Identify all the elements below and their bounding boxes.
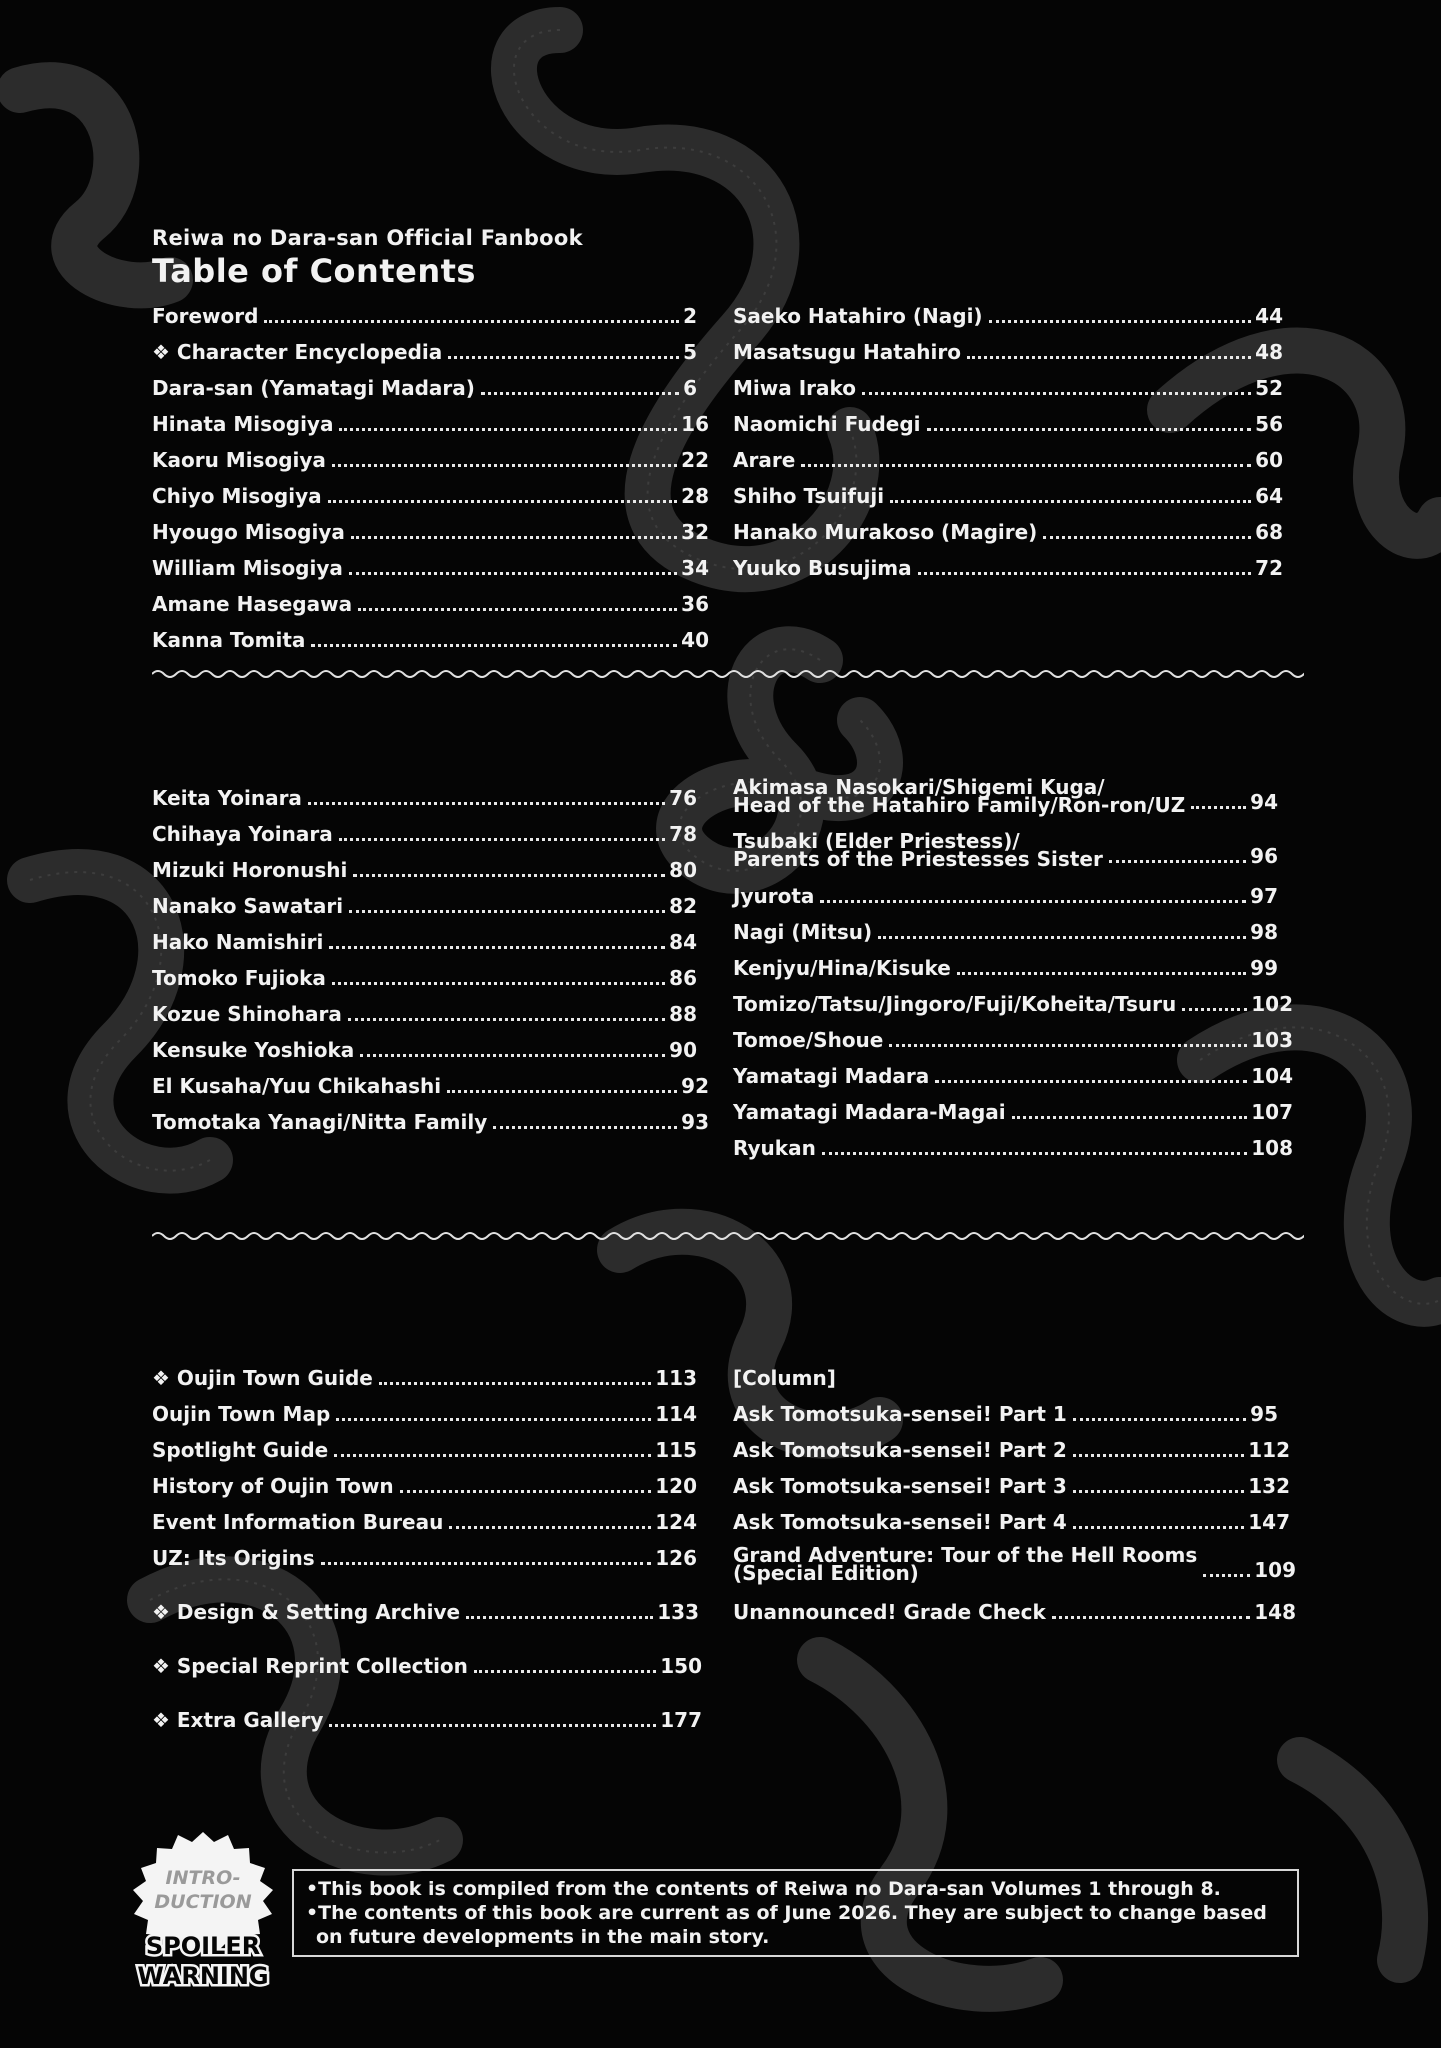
entry-label: William Misogiya xyxy=(152,556,343,580)
toc-entry[interactable] xyxy=(733,304,1283,328)
leader-dots xyxy=(351,536,677,539)
leader-dots xyxy=(989,320,1252,323)
entry-label: Oujin Town Map xyxy=(152,1402,331,1426)
leader-dots xyxy=(321,1562,652,1565)
entry-label-line: Grand Adventure: Tour of the Hell Rooms xyxy=(733,1543,1198,1567)
leader-dots xyxy=(1052,1616,1251,1619)
leader-dots xyxy=(1073,1526,1244,1529)
toc-entry[interactable] xyxy=(733,1474,1290,1498)
entry-page: 108 xyxy=(1251,1136,1293,1160)
toc-entry[interactable] xyxy=(733,1543,1296,1585)
entry-label-line: Akimasa Nasokari/Shigemi Kuga/ xyxy=(733,775,1105,799)
leader-dots xyxy=(360,1054,665,1057)
leader-dots xyxy=(862,392,1251,395)
entry-label: Yamatagi Madara-Magai xyxy=(733,1100,1006,1124)
entry-label: Shiho Tsuifuji xyxy=(733,484,885,508)
entry-page: 34 xyxy=(681,556,709,580)
toc-entry[interactable] xyxy=(152,1074,709,1098)
entry-label-line: Tsubaki (Elder Priestess)/ xyxy=(733,829,1020,853)
entry-label: Kozue Shinohara xyxy=(152,1002,342,1026)
entry-page: 120 xyxy=(655,1474,697,1498)
leader-dots xyxy=(474,1670,656,1673)
entry-label: Masatsugu Hatahiro xyxy=(733,340,962,364)
entry-page: 148 xyxy=(1254,1600,1296,1624)
entry-label: Saeko Hatahiro (Nagi) xyxy=(733,304,983,328)
toc-entry[interactable] xyxy=(733,1600,1296,1624)
entry-page: 96 xyxy=(1250,844,1278,868)
toc-entry[interactable] xyxy=(733,1064,1293,1088)
toc-entry[interactable] xyxy=(733,1402,1278,1426)
toc-entry[interactable] xyxy=(152,340,697,364)
notice-line: •The contents of this book are current as of June 2026. They are subject to change based xyxy=(306,1902,1267,1924)
toc-entry[interactable] xyxy=(733,340,1283,364)
wavy-divider xyxy=(152,1228,1304,1244)
leader-dots xyxy=(967,356,1251,359)
leader-dots xyxy=(353,874,665,877)
leader-dots xyxy=(1191,806,1246,809)
entry-label: Yamatagi Madara xyxy=(733,1064,930,1088)
entry-page: 6 xyxy=(683,376,697,400)
entry-label: ❖ Extra Gallery xyxy=(152,1708,324,1732)
entry-page: 5 xyxy=(683,340,697,364)
entry-label: Spotlight Guide xyxy=(152,1438,329,1462)
leader-dots xyxy=(264,320,679,323)
entry-label: Tomizo/Tatsu/Jingoro/Fuji/Koheita/Tsuru xyxy=(733,992,1177,1016)
toc-entry[interactable] xyxy=(152,412,709,436)
entry-label: UZ: Its Origins xyxy=(152,1546,315,1570)
entry-page: 104 xyxy=(1251,1064,1293,1088)
entry-label: Hanako Murakoso (Magire) xyxy=(733,520,1038,544)
entry-page: 36 xyxy=(681,592,709,616)
entry-page: 133 xyxy=(657,1600,699,1624)
toc-entry[interactable] xyxy=(733,884,1278,908)
leader-dots xyxy=(493,1126,677,1129)
leader-dots xyxy=(1073,1418,1246,1421)
toc-entry[interactable] xyxy=(733,956,1278,980)
entry-label-line: (Special Edition) xyxy=(733,1561,919,1585)
toc-entry[interactable] xyxy=(733,520,1283,544)
entry-page: 44 xyxy=(1255,304,1283,328)
entry-label: Dara-san (Yamatagi Madara) xyxy=(152,376,475,400)
toc-entry[interactable] xyxy=(733,448,1283,472)
entry-page: 82 xyxy=(669,894,697,918)
entry-page: 115 xyxy=(655,1438,697,1462)
leader-dots xyxy=(801,464,1251,467)
spoiler-warning-badge xyxy=(128,1826,278,1996)
leader-dots xyxy=(339,838,665,841)
entry-page: 150 xyxy=(660,1654,702,1678)
leader-dots xyxy=(878,936,1246,939)
entry-label: Foreword xyxy=(152,304,259,328)
entry-page: 22 xyxy=(681,448,709,472)
entry-page: 177 xyxy=(660,1708,702,1732)
entry-page: 95 xyxy=(1250,1402,1278,1426)
toc-entry[interactable] xyxy=(733,484,1283,508)
entry-label: History of Oujin Town xyxy=(152,1474,394,1498)
book-subtitle: Reiwa no Dara-san Official Fanbook xyxy=(152,226,583,250)
toc-entry[interactable] xyxy=(152,592,709,616)
entry-page: 68 xyxy=(1255,520,1283,544)
toc-entry[interactable] xyxy=(152,1038,697,1062)
toc-entry[interactable] xyxy=(733,1510,1290,1534)
leader-dots xyxy=(822,1152,1247,1155)
badge-warning-text: WARNING xyxy=(137,1962,269,1990)
leader-dots xyxy=(332,982,665,985)
leader-dots xyxy=(379,1382,651,1385)
entry-label: Arare xyxy=(733,448,796,472)
entry-page: 99 xyxy=(1250,956,1278,980)
entry-page: 112 xyxy=(1248,1438,1290,1462)
leader-dots xyxy=(447,1090,677,1093)
entry-label: Ask Tomotsuka-sensei! Part 1 xyxy=(733,1402,1067,1426)
entry-page: 90 xyxy=(669,1038,697,1062)
leader-dots xyxy=(481,392,679,395)
toc-entry[interactable] xyxy=(152,448,709,472)
entry-page: 64 xyxy=(1255,484,1283,508)
leader-dots xyxy=(889,1044,1247,1047)
toc-entry[interactable] xyxy=(152,1110,709,1134)
entry-label: Unannounced! Grade Check xyxy=(733,1600,1046,1624)
entry-page: 124 xyxy=(655,1510,697,1534)
toc-entry[interactable] xyxy=(152,786,697,810)
leader-dots xyxy=(448,356,679,359)
toc-entry[interactable] xyxy=(733,1438,1290,1462)
toc-entry[interactable] xyxy=(152,1002,697,1026)
leader-dots xyxy=(890,500,1251,503)
toc-entry[interactable] xyxy=(152,376,697,400)
entry-label: ❖ Oujin Town Guide xyxy=(152,1366,373,1390)
entry-label: Chihaya Yoinara xyxy=(152,822,333,846)
entry-page: 76 xyxy=(669,786,697,810)
toc-entry[interactable] xyxy=(733,376,1283,400)
entry-page: 93 xyxy=(681,1110,709,1134)
toc-entry[interactable] xyxy=(152,484,709,508)
toc-entry[interactable] xyxy=(152,1654,702,1678)
badge-duction-text: DUCTION xyxy=(154,1891,252,1913)
toc-entry[interactable] xyxy=(733,829,1278,871)
toc-entry[interactable] xyxy=(733,1028,1293,1052)
toc-entry[interactable] xyxy=(152,1402,697,1426)
toc-entry[interactable] xyxy=(733,1136,1293,1160)
leader-dots xyxy=(329,1724,656,1727)
entry-page: 28 xyxy=(681,484,709,508)
entry-label: Chiyo Misogiya xyxy=(152,484,322,508)
entry-label: Ask Tomotsuka-sensei! Part 2 xyxy=(733,1438,1067,1462)
entry-label: Hako Namishiri xyxy=(152,930,324,954)
entry-page: 126 xyxy=(655,1546,697,1570)
entry-label: Ask Tomotsuka-sensei! Part 4 xyxy=(733,1510,1067,1534)
entry-label: El Kusaha/Yuu Chikahashi xyxy=(152,1074,442,1098)
entry-page: 109 xyxy=(1254,1558,1296,1582)
entry-page: 52 xyxy=(1255,376,1283,400)
entry-label: ❖ Special Reprint Collection xyxy=(152,1654,468,1678)
entry-label: Kaoru Misogiya xyxy=(152,448,326,472)
entry-label: Miwa Irako xyxy=(733,376,856,400)
badge-spoiler-text: SPOILER xyxy=(145,1932,261,1960)
leader-dots xyxy=(339,428,677,431)
page-title: Table of Contents xyxy=(152,252,476,290)
entry-label: ❖ Character Encyclopedia xyxy=(152,340,443,364)
entry-label: Kensuke Yoshioka xyxy=(152,1038,355,1062)
entry-label: Ryukan xyxy=(733,1136,816,1160)
entry-label: Mizuki Horonushi xyxy=(152,858,348,882)
leader-dots xyxy=(336,1418,651,1421)
toc-entry[interactable] xyxy=(152,628,709,652)
toc-entry[interactable] xyxy=(152,822,697,846)
toc-entry[interactable] xyxy=(733,775,1278,817)
toc-entry[interactable] xyxy=(733,920,1278,944)
entry-label: Kanna Tomita xyxy=(152,628,306,652)
leader-dots xyxy=(1203,1574,1250,1577)
toc-entry[interactable] xyxy=(152,304,697,328)
leader-dots xyxy=(329,946,665,949)
entry-label: Ask Tomotsuka-sensei! Part 3 xyxy=(733,1474,1067,1498)
entry-label: Jyurota xyxy=(733,884,815,908)
entry-page: 94 xyxy=(1250,790,1278,814)
notice-line: •This book is compiled from the contents of Reiwa no Dara-san Volumes 1 through 8. xyxy=(306,1878,1221,1900)
entry-label: Nagi (Mitsu) xyxy=(733,920,873,944)
entry-page: 97 xyxy=(1250,884,1278,908)
entry-page: 16 xyxy=(681,412,709,436)
toc-entry[interactable] xyxy=(152,1510,697,1534)
leader-dots xyxy=(449,1526,651,1529)
leader-dots xyxy=(400,1490,652,1493)
toc-entry[interactable] xyxy=(152,894,697,918)
entry-label: Tomoko Fujioka xyxy=(152,966,326,990)
entry-label-multiline xyxy=(733,829,1103,871)
toc-entry[interactable] xyxy=(152,966,697,990)
entry-label: Tomoe/Shoue xyxy=(733,1028,884,1052)
entry-label: Event Information Bureau xyxy=(152,1510,444,1534)
leader-dots xyxy=(349,910,665,913)
toc-entry[interactable] xyxy=(152,1366,697,1390)
leader-dots xyxy=(328,500,678,503)
leader-dots xyxy=(1182,1008,1247,1011)
entry-label: Yuuko Busujima xyxy=(733,556,912,580)
badge-intro-text: INTRO- xyxy=(165,1867,241,1889)
leader-dots xyxy=(927,428,1252,431)
leader-dots xyxy=(358,608,677,611)
notice-box xyxy=(292,1869,1299,1957)
entry-page: 32 xyxy=(681,520,709,544)
leader-dots xyxy=(1073,1490,1244,1493)
entry-page: 80 xyxy=(669,858,697,882)
toc-entry[interactable] xyxy=(152,1438,697,1462)
leader-dots xyxy=(957,972,1246,975)
entry-page: 132 xyxy=(1248,1474,1290,1498)
leader-dots xyxy=(334,1454,651,1457)
entry-label: Hyougo Misogiya xyxy=(152,520,345,544)
entry-page: 107 xyxy=(1251,1100,1293,1124)
toc-entry[interactable] xyxy=(152,1474,697,1498)
entry-page: 2 xyxy=(683,304,697,328)
entry-page: 56 xyxy=(1255,412,1283,436)
entry-label: Tomotaka Yanagi/Nitta Family xyxy=(152,1110,488,1134)
entry-label-line: Head of the Hatahiro Family/Ron-ron/UZ xyxy=(733,793,1186,817)
entry-page: 78 xyxy=(669,822,697,846)
toc-entry[interactable] xyxy=(152,556,709,580)
entry-page: 147 xyxy=(1248,1510,1290,1534)
toc-entry[interactable] xyxy=(152,1546,697,1570)
entry-page: 92 xyxy=(681,1074,709,1098)
entry-page: 60 xyxy=(1255,448,1283,472)
entry-label-multiline xyxy=(733,775,1186,817)
leader-dots xyxy=(348,1018,665,1021)
toc-entry[interactable] xyxy=(152,1708,702,1732)
leader-dots xyxy=(1043,536,1251,539)
notice-line: on future developments in the main story. xyxy=(316,1926,770,1948)
leader-dots xyxy=(308,802,665,805)
entry-label: Nanako Sawatari xyxy=(152,894,344,918)
entry-page: 86 xyxy=(669,966,697,990)
entry-label-line: Parents of the Priestesses Sister xyxy=(733,847,1103,871)
entry-label: Kenjyu/Hina/Kisuke xyxy=(733,956,951,980)
toc-entry[interactable] xyxy=(152,1600,699,1624)
entry-label: ❖ Design & Setting Archive xyxy=(152,1600,461,1624)
leader-dots xyxy=(349,572,677,575)
toc-entry[interactable] xyxy=(152,930,697,954)
leader-dots xyxy=(1073,1454,1244,1457)
wavy-divider xyxy=(152,666,1304,682)
entry-page: 88 xyxy=(669,1002,697,1026)
leader-dots xyxy=(1109,860,1246,863)
leader-dots xyxy=(1012,1116,1248,1119)
entry-page: 113 xyxy=(655,1366,697,1390)
toc-entry[interactable] xyxy=(733,556,1283,580)
toc-entry[interactable] xyxy=(733,1100,1293,1124)
entry-label: Amane Hasegawa xyxy=(152,592,353,616)
leader-dots xyxy=(332,464,677,467)
entry-page: 72 xyxy=(1255,556,1283,580)
toc-entry[interactable] xyxy=(152,520,709,544)
entry-page: 103 xyxy=(1251,1028,1293,1052)
entry-page: 48 xyxy=(1255,340,1283,364)
leader-dots xyxy=(820,900,1246,903)
toc-entry[interactable] xyxy=(733,412,1283,436)
entry-label-multiline xyxy=(733,1543,1198,1585)
entry-page: 102 xyxy=(1251,992,1293,1016)
column-heading: [Column] xyxy=(733,1366,836,1390)
entry-page: 40 xyxy=(681,628,709,652)
leader-dots xyxy=(918,572,1252,575)
toc-entry[interactable] xyxy=(152,858,697,882)
entry-label: Naomichi Fudegi xyxy=(733,412,921,436)
leader-dots xyxy=(935,1080,1247,1083)
entry-label: Keita Yoinara xyxy=(152,786,302,810)
entry-label: Hinata Misogiya xyxy=(152,412,334,436)
toc-entry[interactable] xyxy=(733,992,1293,1016)
entry-page: 98 xyxy=(1250,920,1278,944)
leader-dots xyxy=(466,1616,653,1619)
leader-dots xyxy=(311,644,677,647)
entry-page: 114 xyxy=(655,1402,697,1426)
entry-page: 84 xyxy=(669,930,697,954)
